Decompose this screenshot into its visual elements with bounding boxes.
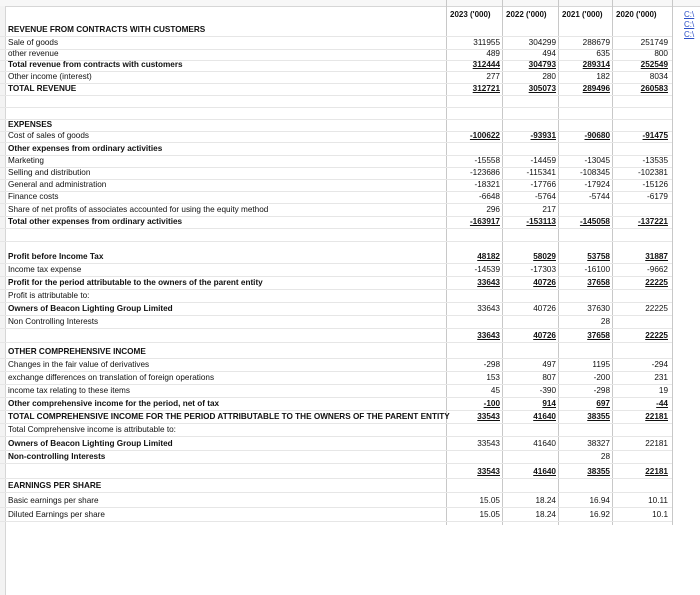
value-cell: 33543	[477, 412, 500, 421]
row-label: Selling and distribution	[8, 168, 91, 177]
value-cell: 277	[486, 72, 500, 81]
row-gridline	[0, 342, 672, 343]
value-cell: 494	[542, 49, 556, 58]
value-cell: -6179	[647, 192, 668, 201]
value-cell: 305073	[528, 84, 556, 93]
row-label: Cost of sales of goods	[8, 131, 90, 140]
row-gridline	[0, 507, 672, 508]
value-cell: -137221	[637, 217, 668, 226]
value-cell: -145058	[579, 217, 610, 226]
file-path-link[interactable]: C:\	[684, 20, 695, 29]
row-label: Income tax expense	[8, 265, 82, 274]
value-cell: -6648	[479, 192, 500, 201]
value-cell: 15.05	[479, 510, 500, 519]
row-gridline	[0, 95, 672, 96]
value-cell: 497	[542, 360, 556, 369]
value-cell: 41640	[533, 439, 556, 448]
value-cell: 22225	[645, 331, 668, 340]
value-cell: -298	[593, 386, 610, 395]
row-label: Total other expenses from ordinary activities	[8, 217, 183, 226]
row-label: TOTAL REVENUE	[8, 84, 77, 93]
row-label: Basic earnings per share	[8, 496, 99, 505]
value-cell: 311955	[473, 38, 500, 47]
row-label: Total Comprehensive income is attributable to:	[8, 425, 176, 434]
value-cell: 914	[542, 399, 556, 408]
value-cell: 45	[490, 386, 500, 395]
value-cell: -298	[483, 360, 500, 369]
value-cell: 635	[596, 49, 610, 58]
value-cell: 33543	[477, 467, 500, 476]
year-column-header: 2023 ('000)	[450, 10, 491, 19]
row-gridline	[0, 492, 672, 493]
row-label: Total revenue from contracts with customers	[8, 60, 183, 69]
value-cell: 38355	[587, 467, 610, 476]
value-cell: 22181	[645, 439, 668, 448]
value-cell: -14539	[474, 265, 500, 274]
value-cell: 153	[486, 373, 500, 382]
value-cell: 217	[542, 205, 556, 214]
value-cell: -15126	[642, 180, 668, 189]
value-cell: 312444	[472, 60, 500, 69]
row-gridline	[0, 328, 672, 329]
row-label: REVENUE FROM CONTRACTS WITH CUSTOMERS	[8, 25, 206, 34]
value-cell: -100	[483, 399, 500, 408]
row-label: Marketing	[8, 156, 44, 165]
value-cell: 28	[600, 317, 610, 326]
row-label: Changes in the fair value of derivatives	[8, 360, 150, 369]
row-gridline	[0, 241, 672, 242]
value-cell: 37658	[587, 278, 610, 287]
row-gridline	[0, 521, 672, 522]
value-cell: -13045	[584, 156, 610, 165]
value-cell: -15558	[474, 156, 500, 165]
value-cell: 296	[486, 205, 500, 214]
row-label: other revenue	[8, 49, 59, 58]
value-cell: -90680	[584, 131, 610, 140]
value-cell: -390	[539, 386, 556, 395]
value-cell: 10.11	[648, 496, 668, 505]
value-cell: 18.24	[535, 510, 556, 519]
row-label: TOTAL COMPREHENSIVE INCOME FOR THE PERIOD ATTRIBUTABLE TO THE OWNERS OF THE PARENT ENTITY	[8, 412, 450, 421]
value-cell: 697	[596, 399, 610, 408]
row-gridline	[0, 436, 672, 437]
value-cell: -294	[651, 360, 668, 369]
value-cell: 251749	[640, 38, 668, 47]
row-label: OTHER COMPREHENSIVE INCOME	[8, 347, 146, 356]
row-label: EARNINGS PER SHARE	[8, 481, 102, 490]
row-label: EXPENSES	[8, 120, 53, 129]
value-cell: -17924	[584, 180, 610, 189]
value-cell: -17303	[530, 265, 556, 274]
value-cell: 289314	[582, 60, 610, 69]
value-cell: 16.94	[589, 496, 610, 505]
value-cell: 22181	[645, 467, 668, 476]
value-cell: 800	[654, 49, 668, 58]
value-cell: 288679	[582, 38, 610, 47]
value-cell: 8034	[649, 72, 668, 81]
row-label: Owners of Beacon Lighting Group Limited	[8, 304, 173, 313]
value-cell: 1195	[592, 360, 610, 369]
value-cell: 48182	[477, 252, 500, 261]
row-label: Other comprehensive income for the period, net of tax	[8, 399, 220, 408]
value-cell: -16100	[584, 265, 610, 274]
value-cell: 304299	[528, 38, 556, 47]
value-cell: -123686	[469, 168, 500, 177]
row-label: General and administration	[8, 180, 107, 189]
value-cell: -17766	[530, 180, 556, 189]
value-cell: -153113	[526, 217, 556, 226]
value-cell: 40726	[533, 304, 556, 313]
row-gridline	[0, 289, 672, 290]
row-label: Non-controlling Interests	[8, 452, 106, 461]
value-cell: -163917	[469, 217, 500, 226]
value-cell: 280	[542, 72, 556, 81]
year-column-header: 2021 ('000)	[562, 10, 603, 19]
value-cell: -44	[656, 399, 668, 408]
row-label: Other income (interest)	[8, 72, 92, 81]
row-label: Profit for the period attributable to the owners of the parent entity	[8, 278, 263, 287]
value-cell: 10.1	[652, 510, 668, 519]
value-cell: 33643	[477, 331, 500, 340]
row-gridline	[0, 463, 672, 464]
row-label: Diluted Earnings per share	[8, 510, 105, 519]
row-label: Profit is attributable to:	[8, 291, 90, 300]
value-cell: -9662	[647, 265, 668, 274]
value-cell: 33543	[477, 439, 500, 448]
value-cell: 304793	[528, 60, 556, 69]
year-column-header: 2022 ('000)	[506, 10, 547, 19]
value-cell: 22225	[645, 304, 668, 313]
file-path-link[interactable]: C:\	[684, 10, 695, 19]
value-cell: 19	[658, 386, 668, 395]
row-gridline	[0, 119, 672, 120]
column-header-strip	[0, 0, 700, 7]
file-path-link[interactable]: C:\	[684, 30, 695, 39]
row-label: Sale of goods	[8, 38, 59, 47]
value-cell: -91475	[642, 131, 668, 140]
row-gridline	[0, 478, 672, 479]
row-label: Share of net profits of associates accounted for using the equity method	[8, 205, 269, 214]
value-cell: 807	[542, 373, 556, 382]
value-cell: 16.92	[589, 510, 610, 519]
value-cell: 231	[654, 373, 668, 382]
value-cell: -115341	[526, 168, 556, 177]
value-cell: 289496	[582, 84, 610, 93]
value-cell: 252549	[640, 60, 668, 69]
value-cell: 41640	[533, 412, 556, 421]
column-gridline	[672, 0, 673, 525]
row-label: Profit before Income Tax	[8, 252, 104, 261]
value-cell: -13535	[642, 156, 668, 165]
value-cell: -100622	[469, 131, 500, 140]
value-cell: 37658	[587, 331, 610, 340]
value-cell: 53758	[587, 252, 610, 261]
value-cell: -5744	[589, 192, 610, 201]
value-cell: 33643	[477, 304, 500, 313]
value-cell: 38327	[587, 439, 610, 448]
value-cell: 182	[596, 72, 610, 81]
value-cell: 15.05	[479, 496, 500, 505]
value-cell: 31887	[645, 252, 668, 261]
value-cell: 37630	[587, 304, 610, 313]
row-label: Non Controlling Interests	[8, 317, 99, 326]
row-gridline	[0, 228, 672, 229]
value-cell: -200	[593, 373, 610, 382]
row-label: income tax relating to these items	[8, 386, 130, 395]
row-label: Owners of Beacon Lighting Group Limited	[8, 439, 173, 448]
value-cell: 22225	[645, 278, 668, 287]
value-cell: 40726	[533, 278, 556, 287]
value-cell: 22181	[645, 412, 668, 421]
value-cell: -14459	[530, 156, 556, 165]
value-cell: 28	[600, 452, 610, 461]
value-cell: 260583	[640, 84, 668, 93]
row-label: Finance costs	[8, 192, 59, 201]
value-cell: -18321	[474, 180, 500, 189]
year-column-header: 2020 ('000)	[616, 10, 657, 19]
value-cell: 58029	[533, 252, 556, 261]
value-cell: 38355	[587, 412, 610, 421]
value-cell: 312721	[472, 84, 500, 93]
value-cell: 41640	[533, 467, 556, 476]
value-cell: 40726	[533, 331, 556, 340]
value-cell: 18.24	[535, 496, 556, 505]
value-cell: -5764	[535, 192, 556, 201]
value-cell: -102381	[637, 168, 668, 177]
row-label: Other expenses from ordinary activities	[8, 144, 163, 153]
row-label: exchange differences on translation of foreign operations	[8, 373, 215, 382]
value-cell: 489	[486, 49, 500, 58]
value-cell: 33643	[477, 278, 500, 287]
row-gridline	[0, 107, 672, 108]
value-cell: -108345	[579, 168, 610, 177]
value-cell: -93931	[530, 131, 556, 140]
